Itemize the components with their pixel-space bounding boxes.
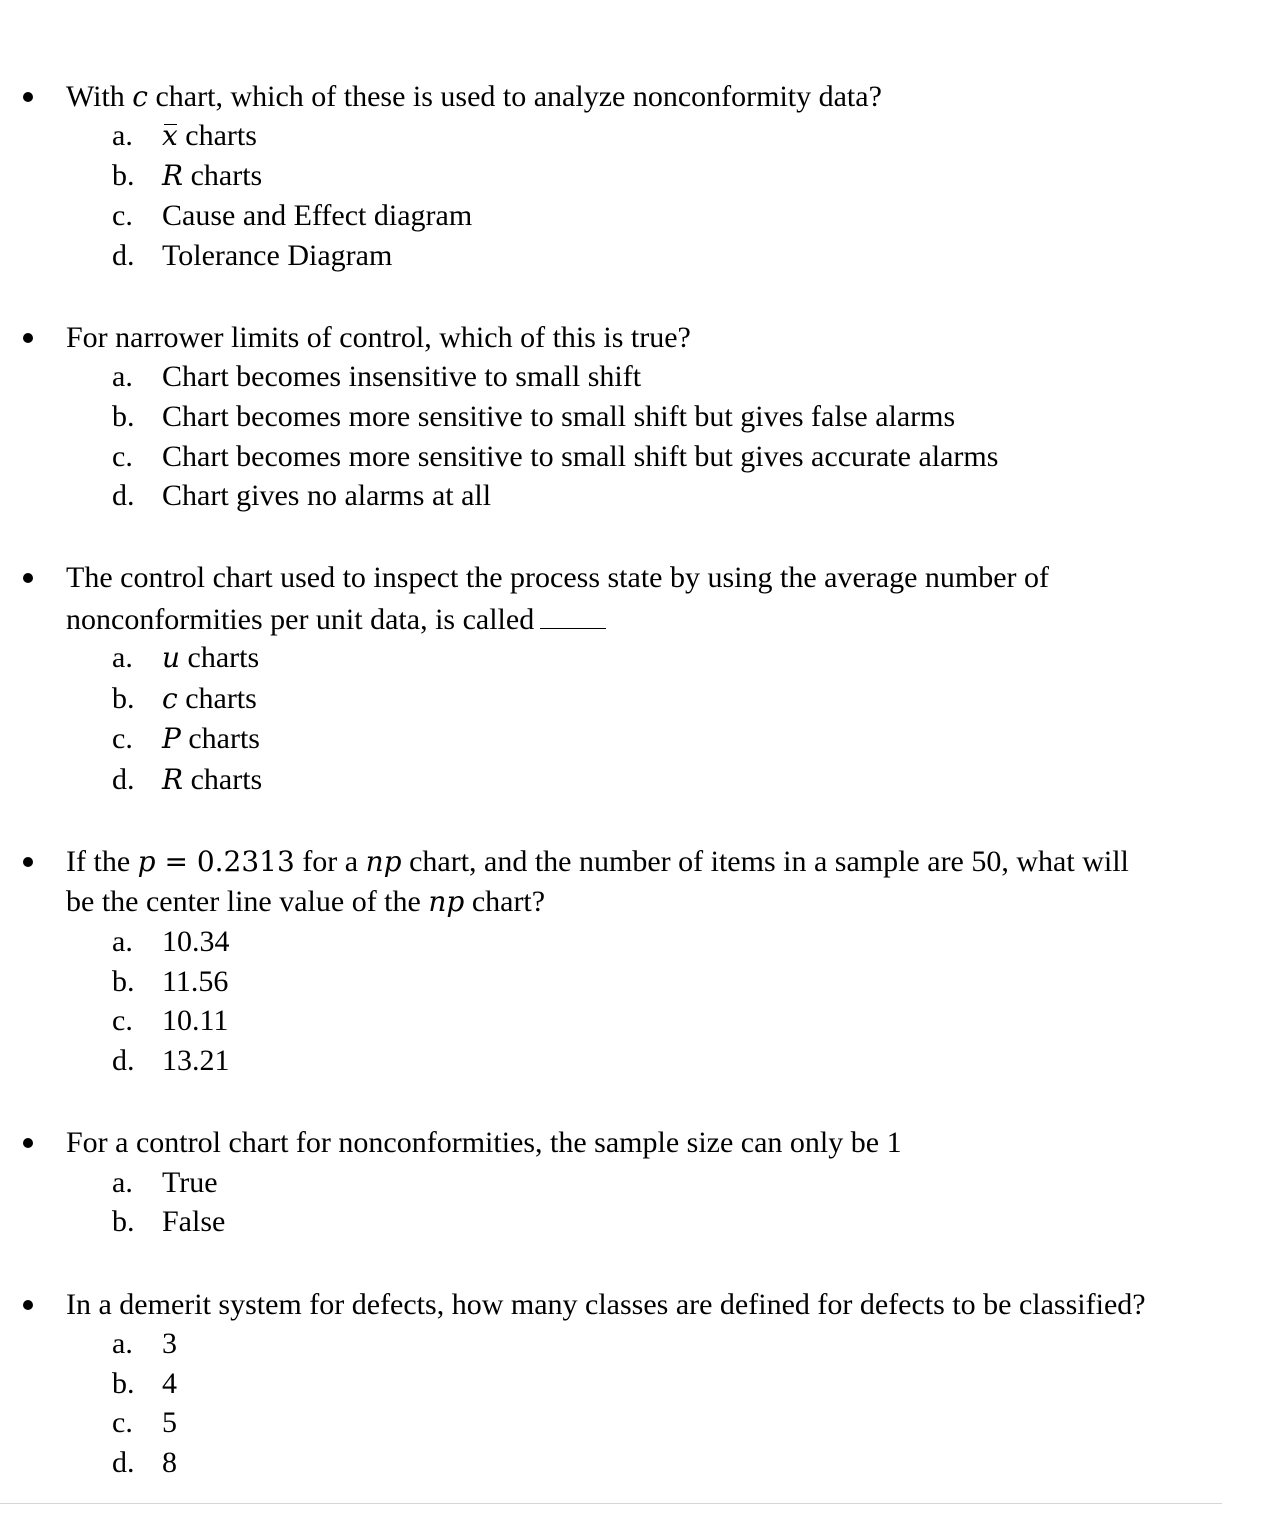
option-text: charts [180, 641, 260, 674]
option-letter: b. [112, 1367, 135, 1400]
option-d [112, 236, 392, 276]
option-b [112, 962, 228, 1002]
math-var: np [365, 845, 402, 878]
option-text: 4 [162, 1367, 177, 1400]
option-letter: a. [112, 641, 133, 674]
option-c [112, 1403, 177, 1443]
question-2-stem: For narrower limits of control, which of this is true? [66, 321, 691, 354]
math-var: np [428, 885, 465, 918]
option-text: charts [180, 722, 260, 755]
stem-text: With [66, 80, 133, 113]
option-letter: c. [112, 440, 133, 473]
math-var: c [162, 682, 178, 715]
option-letter: a. [112, 1166, 133, 1199]
stem-text: for a [294, 845, 366, 878]
option-text: Chart becomes more sensitive to small shift but gives accurate alarms [162, 440, 999, 473]
option-b [112, 397, 955, 437]
option-letter: c. [112, 722, 133, 755]
option-text: 13.21 [162, 1044, 230, 1077]
stem-text: nonconformities per unit data, is called [66, 603, 535, 636]
option-text: False [162, 1205, 226, 1238]
option-letter: d. [112, 763, 135, 796]
option-letter: b. [112, 159, 135, 192]
stem-line [66, 598, 1266, 640]
option-a [112, 357, 641, 397]
answer-blank [540, 598, 606, 629]
option-d [112, 760, 262, 800]
option-text: Chart becomes insensitive to small shift [162, 360, 642, 393]
question-5-stem: For a control chart for nonconformities, the sample size can only be 1 [66, 1126, 902, 1159]
option-a [112, 116, 257, 156]
option-text: Tolerance Diagram [162, 239, 393, 272]
option-a [112, 1324, 177, 1364]
option-text: True [162, 1166, 218, 1199]
option-a [112, 922, 230, 962]
question-1-stem [66, 77, 1266, 117]
option-text: 3 [162, 1327, 177, 1360]
bullet-icon [23, 92, 33, 102]
option-a [112, 1163, 218, 1203]
option-text: charts [177, 119, 257, 152]
math-var: P [162, 722, 181, 755]
option-text: 11.56 [162, 965, 229, 998]
option-c [112, 1001, 228, 1041]
option-letter: a. [112, 119, 133, 152]
option-letter: a. [112, 925, 133, 958]
bullet-icon [23, 1300, 33, 1310]
stem-text: be the center line value of the [66, 885, 429, 918]
option-text: Cause and Effect diagram [162, 199, 473, 232]
option-a [112, 638, 259, 678]
stem-text: If the [66, 845, 138, 878]
option-text: Chart becomes more sensitive to small shift but gives false alarms [162, 400, 956, 433]
option-d [112, 1041, 230, 1081]
bullet-icon [23, 1138, 33, 1148]
option-d [112, 476, 491, 516]
option-c [112, 719, 260, 759]
page-divider [0, 1503, 1222, 1504]
option-c [112, 437, 998, 477]
math-var: u [162, 641, 181, 674]
option-text: charts [183, 159, 263, 192]
math-var: R [162, 159, 184, 192]
option-letter: b. [112, 1205, 135, 1238]
bullet-icon [23, 857, 33, 867]
question-4-stem [66, 842, 1266, 922]
option-text: 5 [162, 1406, 177, 1439]
option-text: 10.11 [162, 1004, 229, 1037]
stem-text: chart, which of these is used to analyze nonconformity data? [147, 80, 882, 113]
question-6-stem: In a demerit system for defects, how many classes are defined for defects to be classified? [66, 1288, 1146, 1321]
option-letter: c. [112, 1004, 133, 1037]
option-letter: b. [112, 965, 135, 998]
option-d [112, 1443, 177, 1483]
option-letter: c. [112, 1406, 133, 1439]
option-b [112, 1202, 225, 1242]
option-letter: a. [112, 1327, 133, 1360]
option-letter: c. [112, 199, 133, 232]
math-var: x [162, 116, 178, 156]
stem-text: chart, and the number of items in a sample are 50, what will [401, 845, 1129, 878]
option-b [112, 1364, 177, 1404]
option-letter: d. [112, 1446, 135, 1479]
option-letter: b. [112, 682, 135, 715]
option-letter: a. [112, 360, 133, 393]
option-text: charts [183, 763, 263, 796]
option-b [112, 156, 262, 196]
option-text: 8 [162, 1446, 177, 1479]
math-var: R [162, 763, 184, 796]
stem-line: The control chart used to inspect the process state by using the average number of [66, 561, 1050, 594]
math-value: = 0.2313 [155, 845, 295, 878]
option-text: Chart gives no alarms at all [162, 479, 492, 512]
stem-line [66, 882, 1266, 922]
option-letter: d. [112, 239, 135, 272]
question-3-stem [66, 558, 1266, 640]
bullet-icon [23, 333, 33, 343]
option-text: charts [177, 682, 257, 715]
option-b [112, 679, 257, 719]
math-var: p [137, 845, 156, 878]
stem-line [66, 842, 1266, 882]
option-letter: b. [112, 400, 135, 433]
bullet-icon [23, 573, 33, 583]
option-letter: d. [112, 1044, 135, 1077]
option-letter: d. [112, 479, 135, 512]
option-c [112, 196, 472, 236]
math-var: c [132, 80, 148, 113]
option-text: 10.34 [162, 925, 230, 958]
stem-text: chart? [464, 885, 546, 918]
